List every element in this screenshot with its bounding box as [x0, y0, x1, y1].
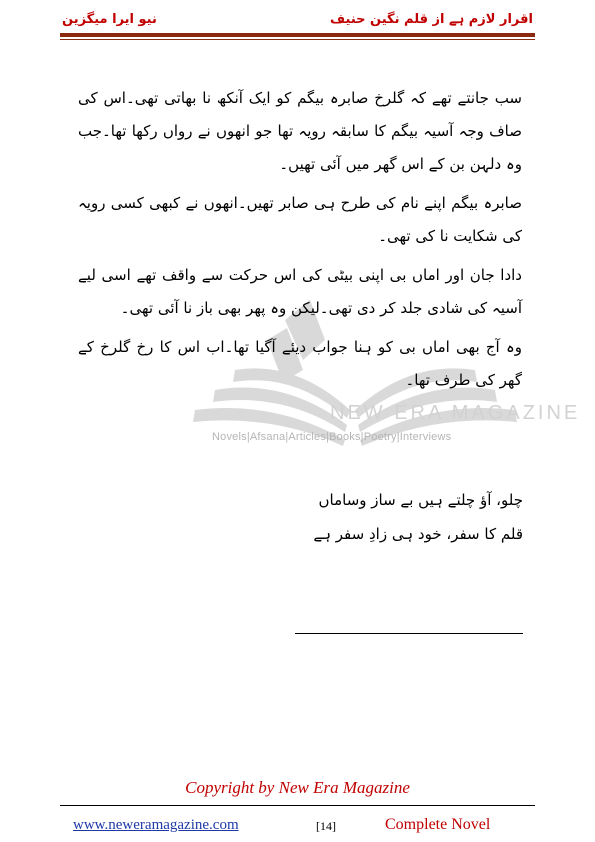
poem-line: چلو، آؤ چلتے ہیں بے ساز وساماں [318, 491, 523, 509]
category-label: Complete Novel [385, 816, 491, 833]
website-link[interactable]: www.neweramagazine.com [73, 817, 239, 833]
page-number: [14] [316, 819, 336, 833]
header-rule [60, 33, 535, 37]
paragraph: وہ آج بھی اماں بی کو ہنا جواب دیئے آگیا تھا۔اب اس کا رخ گلرخ کے گھر کی طرف تھا۔ [78, 338, 522, 389]
story-text [78, 82, 522, 403]
paragraph: سب جانتے تھے کہ گلرخ صابرہ بیگم کو ایک آنکھ نا بھاتی تھی۔اس کی صاف وجہ آسیہ بیگم کا سابقہ رویہ تھا جو انھوں نے رواں رکھا تھا۔جب وہ دلہن بن کے اس گھر میں آئی تھیں۔ [78, 89, 522, 173]
header-rule-thin [60, 39, 535, 40]
poem-couplet [313, 483, 523, 551]
watermark-name: NEW ERA MAGAZINE [330, 402, 581, 424]
novel-title: اقرار لازم ہے از قلم نگین حنیف [330, 12, 533, 27]
paragraph: صابرہ بیگم اپنے نام کی طرح ہی صابر تھیں۔انھوں نے کبھی کسی رویہ کی شکایت نا کی تھی۔ [78, 194, 522, 245]
section-end-rule [295, 633, 523, 634]
paragraph: دادا جان اور اماں بی اپنی بیٹی کی اس حرکت سے واقف تھے اسی لیے آسیہ کی شادی جلد کر دی تھی۔لیکن وہ پھر بھی باز نا آئی تھی۔ [78, 266, 522, 317]
magazine-name: نیو ایرا میگزین [62, 12, 157, 27]
footer-rule [60, 805, 535, 806]
poem-line: قلم کا سفر، خود ہی زادِ سفر ہے [313, 525, 523, 543]
copyright-notice: Copyright by New Era Magazine [185, 778, 410, 797]
watermark-caption: Novels|Afsana|Articles|Books|Poetry|Interviews [212, 431, 452, 443]
